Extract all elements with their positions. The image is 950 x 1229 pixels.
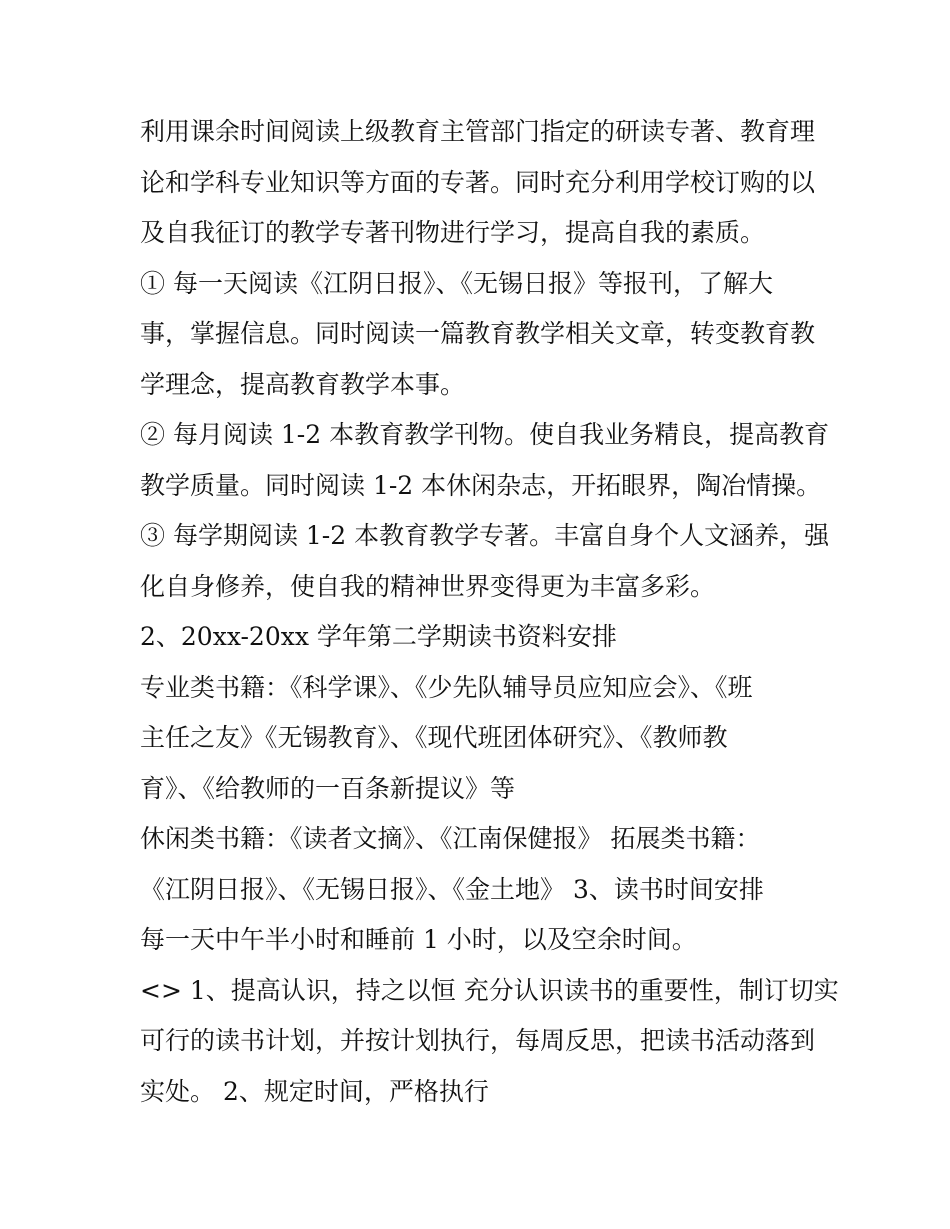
text-line: 学理念，提高教育教学本事。 bbox=[140, 370, 466, 399]
text-line: 休闲类书籍：《读者文摘》、《江南保健报》 拓展类书籍： bbox=[140, 824, 761, 853]
text-line: 育》、《给教师的一百条新提议》等 bbox=[140, 774, 516, 803]
text-line: 可行的读书计划，并按计划执行，每周反思，把读书活动落到 bbox=[140, 1026, 816, 1055]
text-line: 主任之友》《无锡教育》、《现代班团体研究》、《教师教 bbox=[140, 723, 728, 752]
text-line: 事，掌握信息。同时阅读一篇教育教学相关文章，转变教育教 bbox=[140, 319, 816, 348]
section-heading: 2、20xx-20xx 学年第二学期读书资料安排 bbox=[140, 622, 617, 651]
text-line: 及自我征订的教学专著刊物进行学习，提高自我的素质。 bbox=[140, 218, 766, 247]
text-line: ② 每月阅读 1-2 本教育教学刊物。使自我业务精良，提高教育 bbox=[140, 420, 830, 449]
text-line: 教学质量。同时阅读 1-2 本休闲杂志，开拓眼界，陶冶情操。 bbox=[140, 471, 822, 500]
text-line: 化自身修养，使自我的精神世界变得更为丰富多彩。 bbox=[140, 572, 716, 601]
text-line: 实处。 2、规定时间，严格执行 bbox=[140, 1077, 489, 1106]
text-line: 每一天中午半小时和睡前 1 小时，以及空余时间。 bbox=[140, 925, 697, 954]
text-line: 论和学科专业知识等方面的专著。同时充分利用学校订购的以 bbox=[140, 168, 816, 197]
text-line: ① 每一天阅读《江阴日报》、《无锡日报》等报刊，了解大 bbox=[140, 269, 773, 298]
text-line: 利用课余时间阅读上级教育主管部门指定的研读专著、教育理 bbox=[140, 117, 816, 146]
text-line: 专业类书籍：《科学课》、《少先队辅导员应知应会》、《班 bbox=[140, 673, 753, 702]
text-line: <> 1、提高认识，持之以恒 充分认识读书的重要性，制订切实 bbox=[140, 976, 839, 1005]
text-line: ③ 每学期阅读 1-2 本教育教学专著。丰富自身个人文涵养，强 bbox=[140, 521, 830, 550]
text-line: 《江阴日报》、《无锡日报》、《金土地》 3、读书时间安排 bbox=[140, 875, 764, 904]
